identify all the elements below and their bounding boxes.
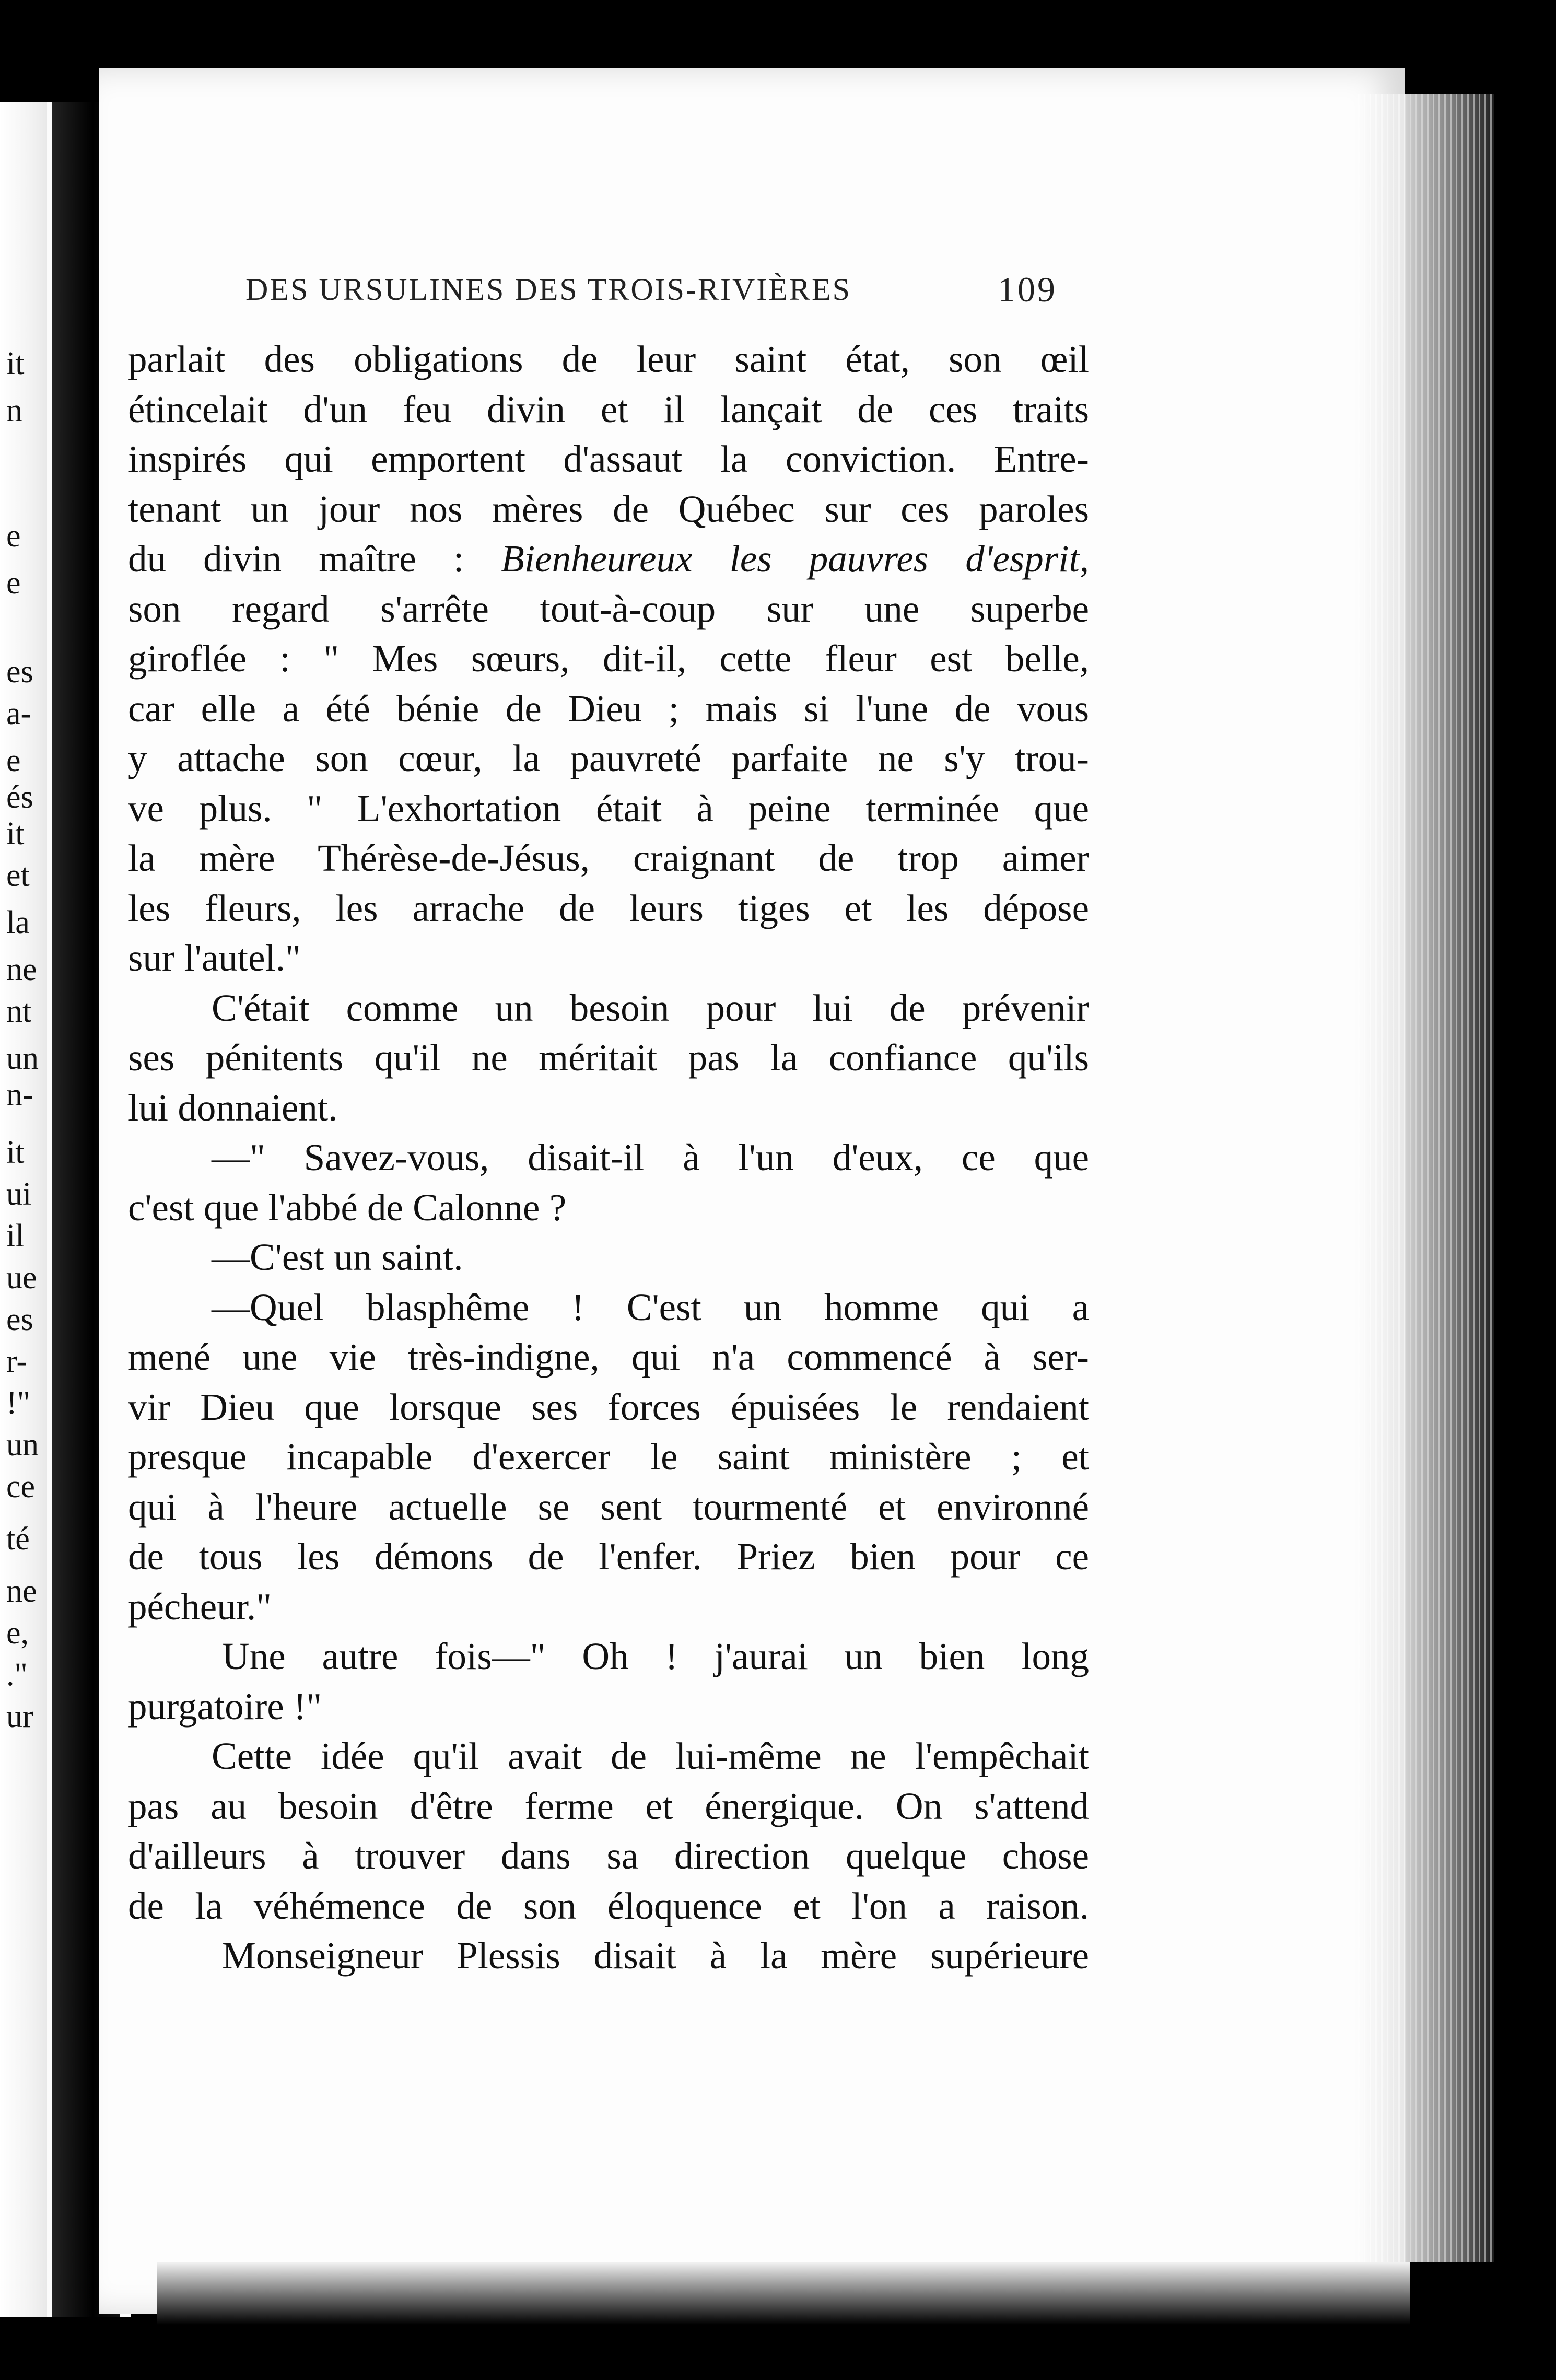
previous-page-fragment: ui	[6, 1176, 32, 1212]
text-line: ve plus. " L'exhortation était à peine terminée que	[128, 787, 1089, 830]
previous-page-fragment: e,	[6, 1615, 29, 1651]
previous-page-fragment: nt	[6, 994, 32, 1029]
previous-page-fragment: it	[6, 1135, 25, 1170]
previous-page-fragment: té	[6, 1521, 30, 1557]
previous-page-fragment: il	[6, 1218, 25, 1254]
text-line: d'ailleurs à trouver dans sa direction quelque chose	[128, 1835, 1089, 1877]
previous-page-fragment: ur	[6, 1699, 33, 1734]
page-edge-shadow	[1358, 94, 1494, 2262]
page-number: 109	[998, 270, 1057, 309]
text-line: y attache son cœur, la pauvreté parfaite ne s'y trou-	[128, 737, 1089, 779]
previous-page-fragment: !"	[6, 1385, 30, 1421]
text-line: Une autre fois—" Oh ! j'aurai un bien long	[222, 1635, 1089, 1677]
previous-page-fragment: e	[6, 743, 21, 778]
previous-page-fragment: ue	[6, 1260, 37, 1296]
previous-page-fragment: n	[6, 393, 22, 428]
text-line: vir Dieu que lorsque ses forces épuisées le rendaient	[128, 1385, 1089, 1428]
previous-page-fragment: un	[6, 1041, 39, 1076]
previous-page-fragment: a-	[6, 696, 32, 731]
previous-page-fragment: it	[6, 816, 25, 851]
text-line: inspirés qui emportent d'assaut la conviction. Entre-	[128, 438, 1089, 480]
page-body	[128, 334, 1089, 1981]
text-line: —" Savez-vous, disait-il à l'un d'eux, ce que	[212, 1136, 1089, 1179]
previous-page-fragment: n-	[6, 1077, 33, 1113]
text-line: mené une vie très-indigne, qui n'a commencé à ser-	[128, 1336, 1089, 1378]
text-line: étincelait d'un feu divin et il lançait de ces traits	[128, 388, 1089, 430]
text-line-start: du divin maître :	[128, 538, 501, 580]
previous-page-fragment: e	[6, 518, 21, 554]
previous-page-fragment: ce	[6, 1469, 36, 1504]
previous-page-fragment: r-	[6, 1344, 28, 1379]
page-bottom-shadow	[157, 2262, 1410, 2325]
text-line: parlait des obligations de leur saint état, son œil	[128, 338, 1089, 380]
text-line: C'était comme un besoin pour lui de prévenir	[212, 986, 1089, 1029]
text-line: purgatoire !"	[128, 1685, 322, 1728]
text-line: de la véhémence de son éloquence et l'on a raison.	[128, 1884, 1089, 1927]
text-line: presque incapable d'exercer le saint ministère ; et	[128, 1436, 1089, 1478]
previous-page-fragment: ne	[6, 952, 37, 987]
text-line: sur l'autel."	[128, 937, 301, 979]
text-line: son regard s'arrête tout-à-coup sur une superbe	[128, 587, 1089, 630]
text-line: les fleurs, les arrache de leurs tiges et les dépose	[128, 886, 1089, 929]
previous-page-fragment: un	[6, 1427, 39, 1463]
previous-page-fragment: es	[6, 654, 33, 690]
text-line: pécheur."	[128, 1585, 272, 1628]
text-line: qui à l'heure actuelle se sent tourmenté et environné	[128, 1485, 1089, 1528]
previous-page-fragment: it	[6, 346, 25, 381]
text-line: —Quel blasphême ! C'est un homme qui a	[212, 1286, 1089, 1328]
text-line: car elle a été bénie de Dieu ; mais si l'une de vous	[128, 687, 1089, 730]
text-line: Monseigneur Plessis disait à la mère supérieure	[222, 1934, 1089, 1977]
text-line: de tous les démons de l'enfer. Priez bien pour ce	[128, 1535, 1089, 1578]
text-line: —C'est un saint.	[212, 1236, 463, 1278]
previous-page-fragment: ."	[6, 1657, 28, 1693]
text-line	[128, 534, 1089, 584]
text-line: giroflée : " Mes sœurs, dit-il, cette fleur est belle,	[128, 637, 1089, 680]
text-line: ses pénitents qu'il ne méritait pas la confiance qu'ils	[128, 1036, 1089, 1079]
text-line: c'est que l'abbé de Calonne ?	[128, 1186, 567, 1229]
text-line: tenant un jour nos mères de Québec sur ces paroles	[128, 487, 1089, 530]
running-head: DES URSULINES DES TROIS-RIVIÈRES	[245, 272, 851, 307]
text-line: pas au besoin d'être ferme et énergique. On s'attend	[128, 1784, 1089, 1827]
previous-page-fragment: et	[6, 858, 30, 893]
previous-page-fragment: la	[6, 905, 30, 940]
text-line: la mère Thérèse-de-Jésus, craignant de trop aimer	[128, 837, 1089, 879]
previous-page-fragment: és	[6, 779, 33, 815]
previous-page-fragment: e	[6, 565, 21, 601]
text-line: lui donnaient.	[128, 1086, 338, 1129]
previous-page-fragment: es	[6, 1302, 33, 1337]
italic-quote: Bienheureux les pauvres d'esprit,	[501, 538, 1089, 580]
text-line: Cette idée qu'il avait de lui-même ne l'empêchait	[212, 1735, 1089, 1777]
previous-page-fragment: ne	[6, 1573, 37, 1609]
